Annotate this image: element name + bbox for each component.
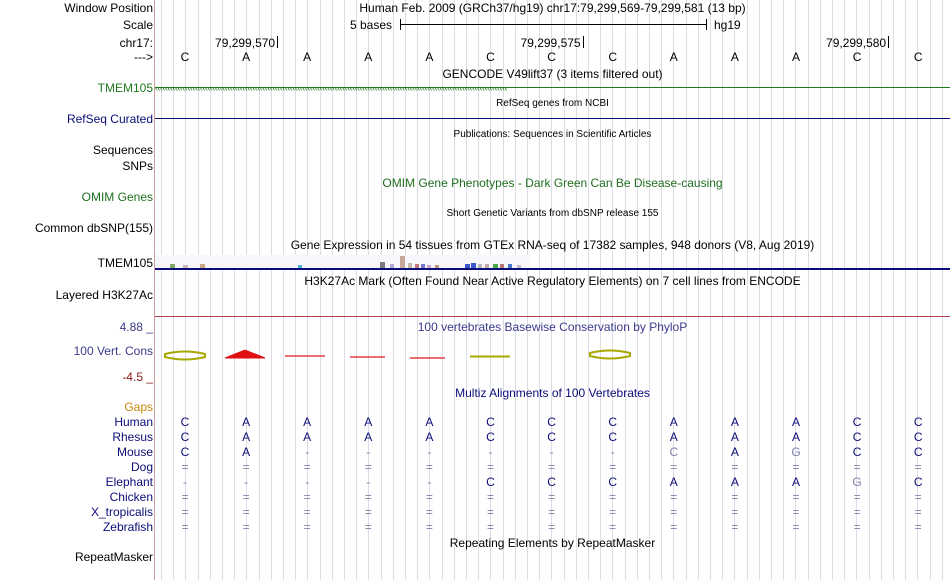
omim-track-label[interactable]: OMIM Genes: [81, 190, 153, 204]
alignment-base: A: [730, 475, 739, 489]
ruler-base: A: [425, 50, 434, 64]
species-label-zebrafish[interactable]: Zebrafish: [102, 520, 153, 534]
ruler-base: A: [669, 50, 678, 64]
alignment-base: G: [791, 445, 801, 459]
alignment-base: =: [486, 490, 494, 504]
alignment-base: C: [180, 445, 190, 459]
alignment-base: A: [730, 415, 739, 429]
alignment-base: =: [914, 505, 922, 519]
alignment-base: =: [609, 490, 617, 504]
alignment-base: =: [486, 520, 494, 534]
alignment-base: =: [486, 460, 494, 474]
alignment-base: -: [366, 475, 371, 489]
alignment-base: A: [730, 445, 739, 459]
alignment-base: -: [488, 445, 493, 459]
species-label-mouse[interactable]: Mouse: [116, 445, 153, 459]
alignment-base: =: [609, 520, 617, 534]
ruler-tick-mark: [888, 36, 889, 48]
alignment-base: A: [669, 475, 678, 489]
alignment-base: =: [548, 505, 556, 519]
alignment-base: C: [852, 415, 862, 429]
snps-track-label[interactable]: SNPs: [122, 159, 153, 173]
alignment-base: =: [609, 460, 617, 474]
phylop-track-title: 100 vertebrates Basewise Conservation by PhyloP: [417, 320, 688, 334]
refseq-track-title: RefSeq genes from NCBI: [496, 98, 609, 109]
gencode-track-title: GENCODE V49lift37 (3 items filtered out): [442, 67, 663, 81]
dbsnp-track-title: Short Genetic Variants from dbSNP release 155: [446, 208, 659, 219]
alignment-base: =: [670, 460, 678, 474]
alignment-base: A: [364, 430, 373, 444]
alignment-base: C: [913, 475, 923, 489]
h3k27ac-track-label[interactable]: Layered H3K27Ac: [55, 288, 153, 302]
gtex-track-label[interactable]: TMEM105: [97, 256, 153, 270]
alignment-base: C: [608, 430, 618, 444]
ruler-tick-label: 79,299,575: [520, 36, 581, 50]
alignment-base: =: [548, 490, 556, 504]
repeatmasker-track-title: Repeating Elements by RepeatMasker: [449, 536, 656, 550]
alignment-base: =: [670, 490, 678, 504]
species-label-elephant[interactable]: Elephant: [105, 475, 153, 489]
alignment-base: A: [242, 430, 251, 444]
ruler-base: A: [364, 50, 373, 64]
scale-bar-left-tick: [400, 19, 401, 30]
refseq-gene-line[interactable]: [155, 118, 950, 119]
alignment-base: =: [914, 460, 922, 474]
scale-db: hg19: [714, 18, 741, 32]
strand-arrow-label: --->: [134, 50, 153, 64]
alignment-base: A: [669, 415, 678, 429]
alignment-base: C: [608, 415, 618, 429]
gencode-strand-arrows: ‹‹‹‹‹‹‹‹‹‹‹‹‹‹‹‹‹‹‹‹‹‹‹‹‹‹‹‹‹‹‹‹‹‹‹‹‹‹‹‹‹‹‹‹‹‹‹‹‹‹‹‹‹‹‹‹‹‹‹‹‹‹‹‹‹‹‹‹‹‹‹‹‹‹‹‹‹‹‹‹‹‹‹‹‹‹‹‹‹‹‹‹‹‹‹‹‹‹‹‹‹‹‹‹‹‹‹‹‹‹‹‹‹‹‹‹‹‹‹‹‹‹‹‹‹‹‹‹‹‹‹‹‹‹‹‹‹‹‹‹‹: [155, 83, 508, 93]
alignment-base: =: [181, 460, 189, 474]
ruler-base: C: [547, 50, 556, 64]
alignment-base: -: [244, 475, 249, 489]
alignment-base: C: [913, 415, 923, 429]
alignment-base: =: [364, 520, 372, 534]
species-label-chicken[interactable]: Chicken: [109, 490, 153, 504]
alignment-base: -: [183, 475, 187, 489]
ruler-base: C: [852, 50, 862, 64]
alignment-base: =: [181, 520, 189, 534]
scale-value: 5 bases: [350, 18, 393, 32]
ruler-base: C: [608, 50, 618, 64]
alignment-base: =: [731, 520, 739, 534]
ruler-tick-label: 79,299,580: [826, 36, 887, 50]
window-position-label: Window Position: [64, 1, 153, 15]
alignment-base: =: [792, 520, 800, 534]
ruler-base: C: [486, 50, 495, 64]
alignment-base: C: [547, 475, 556, 489]
alignment-base: A: [791, 475, 800, 489]
alignment-base: =: [303, 460, 311, 474]
alignment-base: G: [852, 475, 862, 489]
phylop-min-label: -4.5 _: [122, 370, 153, 384]
gencode-gene-label[interactable]: TMEM105: [97, 81, 153, 95]
alignment-base: A: [425, 430, 434, 444]
alignment-base: =: [731, 490, 739, 504]
species-label-x_tropicalis[interactable]: X_tropicalis: [90, 505, 153, 519]
alignment-base: C: [669, 445, 679, 459]
alignment-base: =: [425, 460, 433, 474]
ruler-base: C: [913, 50, 923, 64]
species-label-human[interactable]: Human: [114, 415, 153, 429]
alignment-base: =: [609, 505, 617, 519]
alignment-base: -: [305, 475, 310, 489]
alignment-base: =: [853, 490, 861, 504]
alignment-base: =: [731, 505, 739, 519]
alignment-base: =: [242, 490, 250, 504]
ruler-tick-label: 79,299,570: [215, 36, 276, 50]
omim-track-title: OMIM Gene Phenotypes - Dark Green Can Be Disease-causing: [382, 176, 723, 190]
ruler-tick-mark: [583, 36, 584, 48]
alignment-base: C: [913, 430, 923, 444]
ruler-base: C: [180, 50, 190, 64]
alignment-base: =: [425, 505, 433, 519]
alignment-base: =: [914, 520, 922, 534]
alignment-base: -: [427, 475, 432, 489]
alignment-base: =: [242, 460, 250, 474]
ruler-base: A: [242, 50, 251, 64]
gaps-track-label[interactable]: Gaps: [124, 400, 153, 414]
alignment-base: -: [610, 445, 615, 459]
alignment-base: -: [305, 445, 310, 459]
alignment-base: C: [180, 430, 190, 444]
alignment-base: A: [242, 415, 251, 429]
alignment-base: C: [852, 430, 862, 444]
alignment-base: =: [548, 520, 556, 534]
alignment-base: C: [486, 475, 495, 489]
alignment-base: C: [608, 475, 618, 489]
ruler-base: A: [791, 50, 800, 64]
alignment-base: =: [548, 460, 556, 474]
alignment-base: =: [853, 505, 861, 519]
alignment-base: C: [547, 415, 556, 429]
gtex-track-title: Gene Expression in 54 tissues from GTEx RNA-seq of 17382 samples, 948 donors (V8, Aug 2019): [290, 238, 815, 252]
gtex-gene-line[interactable]: [155, 268, 950, 270]
chrom-label: chr17:: [119, 36, 153, 50]
alignment-base: A: [364, 415, 373, 429]
alignment-base: -: [549, 445, 554, 459]
alignment-base: =: [792, 460, 800, 474]
alignment-base: C: [180, 415, 190, 429]
window-position-value: Human Feb. 2009 (GRCh37/hg19) chr17:79,299,569-79,299,581 (13 bp): [359, 1, 746, 15]
alignment-base: A: [242, 445, 251, 459]
publications-track-title: Publications: Sequences in Scientific Articles: [453, 129, 652, 140]
scale-bar: [400, 24, 706, 25]
alignment-base: A: [425, 415, 434, 429]
sequences-track-label[interactable]: Sequences: [92, 143, 153, 157]
alignment-base: A: [669, 430, 678, 444]
phylop-max-label: 4.88 _: [119, 320, 153, 334]
alignment-base: =: [181, 490, 189, 504]
ruler-base: A: [303, 50, 312, 64]
phylop-conservation-glyphs[interactable]: [155, 348, 950, 364]
alignment-base: =: [242, 520, 250, 534]
alignment-base: =: [364, 505, 372, 519]
multiz-track-title: Multiz Alignments of 100 Vertebrates: [455, 386, 650, 400]
alignment-base: =: [425, 520, 433, 534]
alignment-base: C: [486, 430, 495, 444]
alignment-base: A: [730, 430, 739, 444]
alignment-base: =: [242, 505, 250, 519]
alignment-base: C: [913, 445, 923, 459]
refseq-track-label[interactable]: RefSeq Curated: [66, 112, 153, 126]
alignment-base: C: [547, 430, 556, 444]
scale-bar-right-tick: [706, 19, 707, 30]
alignment-base: -: [366, 445, 371, 459]
alignment-base: =: [486, 505, 494, 519]
alignment-base: =: [303, 490, 311, 504]
ruler-tick-mark: [277, 36, 278, 48]
alignment-base: =: [914, 490, 922, 504]
ruler-base: A: [730, 50, 739, 64]
h3k27ac-track-title: H3K27Ac Mark (Often Found Near Active Regulatory Elements) on 7 cell lines from ENCODE: [304, 274, 801, 288]
alignment-base: =: [670, 505, 678, 519]
alignment-base: =: [364, 460, 372, 474]
alignment-base: -: [427, 445, 432, 459]
h3k27ac-baseline: [155, 316, 950, 317]
species-label-rhesus[interactable]: Rhesus: [112, 430, 153, 444]
alignment-base: =: [853, 520, 861, 534]
phylop-track-label[interactable]: 100 Vert. Cons: [73, 344, 153, 358]
alignment-base: A: [791, 415, 800, 429]
alignment-base: =: [792, 505, 800, 519]
alignment-base: =: [792, 490, 800, 504]
alignment-base: A: [303, 430, 312, 444]
species-label-dog[interactable]: Dog: [130, 460, 153, 474]
alignment-base: =: [303, 520, 311, 534]
alignment-base: A: [791, 430, 800, 444]
alignment-base: C: [486, 415, 495, 429]
alignment-base: A: [303, 415, 312, 429]
alignment-base: =: [425, 490, 433, 504]
dbsnp-track-label[interactable]: Common dbSNP(155): [34, 221, 153, 235]
alignment-base: =: [364, 490, 372, 504]
scale-label: Scale: [122, 18, 153, 32]
alignment-base: =: [731, 460, 739, 474]
alignment-base: =: [853, 460, 861, 474]
alignment-base: =: [181, 505, 189, 519]
alignment-base: =: [303, 505, 311, 519]
repeatmasker-track-label[interactable]: RepeatMasker: [74, 550, 153, 564]
alignment-base: =: [670, 520, 678, 534]
alignment-base: C: [852, 445, 862, 459]
